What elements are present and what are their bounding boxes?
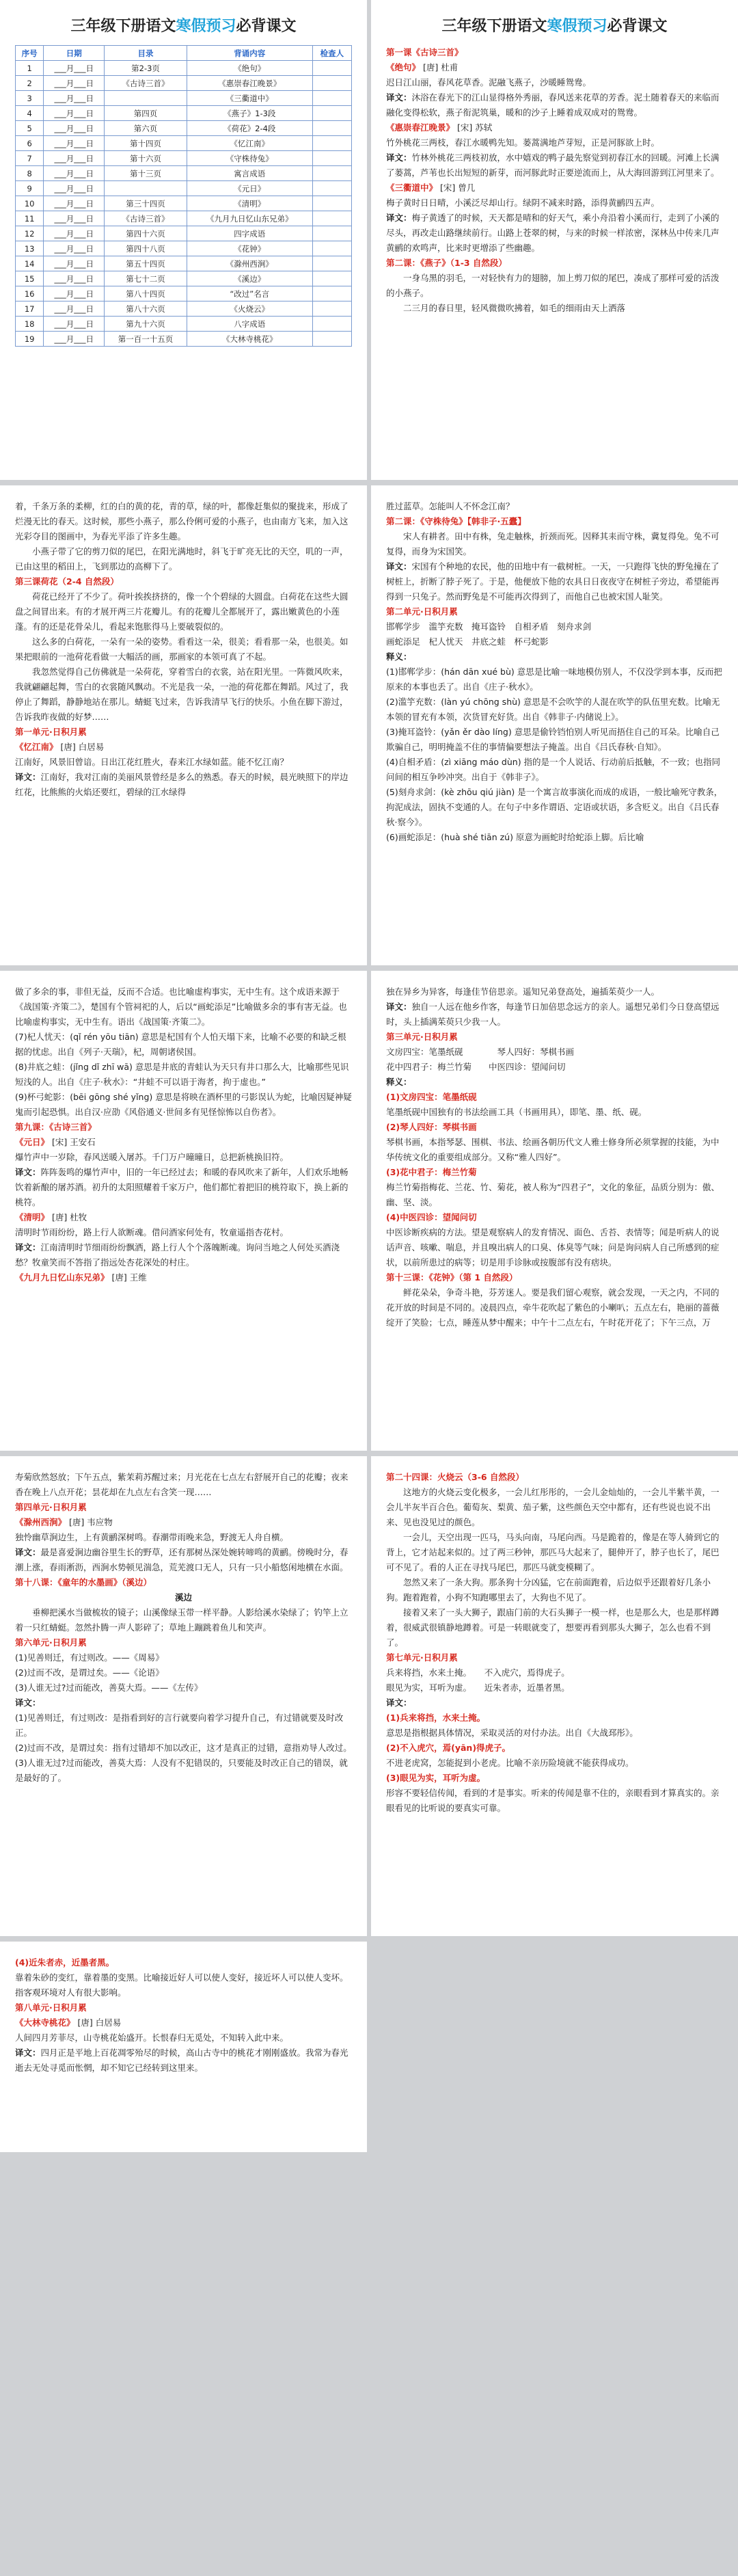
poem-title: 《绝句》	[386, 62, 421, 72]
empty-page-area	[371, 1942, 738, 2576]
explanation: (1)邯郸学步：(hán dān xué bù) 意思是比喻一味地模仿别人，不仅没学到本事，反而把原来的本事也丢了。出自《庄子·秋水》。	[386, 667, 722, 692]
table-cell: ___月___日	[44, 106, 105, 121]
schedule-table	[15, 45, 352, 347]
poem-author: [宋] 曾几	[440, 183, 476, 193]
table-cell[interactable]	[312, 121, 351, 136]
table-cell: 第四十六页	[105, 226, 187, 241]
table-cell: 15	[16, 271, 44, 286]
table-cell: 第七十二页	[105, 271, 187, 286]
table-cell: 《滁州西涧》	[187, 256, 312, 271]
table-cell: 《荷花》2-4段	[187, 121, 312, 136]
poem-author: [唐] 杜牧	[52, 1212, 87, 1222]
table-cell: ___月___日	[44, 61, 105, 76]
table-cell: ___月___日	[44, 317, 105, 332]
translation: 江南好，我对江南的美丽风景曾经是多么的熟悉。春天的时候，晨光映照下的岸边红花，比熊熊的火焰还要红，碧绿的江水绿得	[15, 772, 348, 797]
translation-label: 译文：	[386, 1002, 412, 1012]
table-row	[16, 121, 352, 136]
saying-heading: (4)近朱者赤，近墨者黑。	[15, 1957, 115, 1968]
table-cell[interactable]	[312, 317, 351, 332]
column-header: 背诵内容	[187, 46, 312, 61]
poem-title: 《大林寺桃花》	[15, 2017, 75, 2028]
explanation: 做了多余的事，非但无益，反而不合适。也比喻虚构事实，无中生有。这个成语来源于《战国策·齐策二》，楚国有个管祠祀的人，后以“画蛇添足”比喻做多余的事有害无益。也比喻虚构事实，无中生有。语出《战国策·齐策二》。	[15, 987, 347, 1027]
explain-heading: (4)中医四诊：望闻问切	[386, 1212, 477, 1222]
table-cell: 《火烧云》	[187, 301, 312, 317]
table-cell: ___月___日	[44, 256, 105, 271]
translation: 靠着朱砂的变红，靠着墨的变黑。比喻接近好人可以使人变好，接近坏人可以使人变坏。指客观环境对人有很大影响。	[15, 1972, 348, 1998]
table-cell[interactable]	[312, 286, 351, 301]
page-3	[0, 485, 367, 965]
table-row	[16, 76, 352, 91]
table-cell: 《清明》	[187, 196, 312, 211]
table-cell: 第十六页	[105, 151, 187, 166]
poem-title: 《清明》	[15, 1212, 50, 1222]
paragraph: 荷花已经开了不少了。荷叶挨挨挤挤的，像一个个碧绿的大圆盘。白荷花在这些大圆盘之间冒出来。有的才展开两三片花瓣儿。有的花瓣儿全都展开了，露出嫩黄色的小莲蓬。有的还是花骨朵儿，看起来饱胀得马上要破裂似的。	[15, 591, 348, 632]
column-header: 检查人	[312, 46, 351, 61]
page-8	[371, 1456, 738, 1936]
idioms-line: 邯郸学步 滥竽充数 掩耳盗铃 自相矛盾 刻舟求剑	[386, 621, 592, 632]
explanation: 中医诊断疾病的方法。望是观察病人的发育情况、面色、舌苔、表情等；闻是听病人的说话声音、咳嗽、喘息，并且嗅出病人的口臭、体臭等气味；问是询问病人自己所感到的症状，以前所患过的病等；切是用手诊脉或按腹部有没有痞块。	[386, 1227, 720, 1267]
table-cell: 《绝句》	[187, 61, 312, 76]
table-cell[interactable]	[312, 271, 351, 286]
column-header: 序号	[16, 46, 44, 61]
table-cell: ___月___日	[44, 241, 105, 256]
paragraph: 小燕子带了它的剪刀似的尾巴，在阳光满地时，斜飞于旷亮无比的天空，叽的一声，已由这里的稻田上，飞到那边的高柳下了。	[15, 546, 348, 572]
table-cell: ___月___日	[44, 286, 105, 301]
table-cell: ___月___日	[44, 271, 105, 286]
lesson-heading: 第二课：《守株待兔》【韩非子·五蠹】	[386, 516, 526, 526]
table-cell: ___月___日	[44, 91, 105, 106]
table-row	[16, 106, 352, 121]
translation-label: 译文：	[15, 1698, 41, 1708]
lesson-heading: 第十八课：《童年的水墨画》（溪边）	[15, 1577, 152, 1587]
poem-lines: 垂柳把溪水当做梳妆的镜子；山溪像绿玉带一样平静。人影给溪水染绿了；钓竿上立着一只红蜻蜓。忽然扑腾一声人影碎了；草地上蹦跳着鱼儿和笑声。	[15, 1607, 348, 1633]
table-cell: 第四十八页	[105, 241, 187, 256]
translation: 阵阵轰鸣的爆竹声中，旧的一年已经过去；和暖的春风吹来了新年，人们欢乐地畅饮着新酿的屠苏酒。初升的太阳照耀着千家万户，他们都忙着把旧的桃符取下，换上新的桃符。	[15, 1167, 348, 1207]
table-cell[interactable]	[312, 301, 351, 317]
translation-label: 译文：	[386, 561, 412, 572]
table-header-row	[16, 46, 352, 61]
table-cell: 第2-3页	[105, 61, 187, 76]
table-cell: 5	[16, 121, 44, 136]
translation-label: 译文：	[386, 213, 412, 223]
poem-lines: 江南好，风景旧曾谙。日出江花红胜火，春来江水绿如蓝。能不忆江南？	[15, 757, 289, 767]
explanation: (8)井底之蛙：(jǐng dǐ zhī wā) 意思是井底的青蛙认为天只有井口那么大，比喻那些见识短浅的人。出自《庄子·秋水》：“井蛙不可以语于海者，拘于虚也。”	[15, 1062, 349, 1087]
unit-heading: 第三单元·日积月累	[386, 1032, 458, 1042]
lesson-heading: 第三课荷花（2-4 自然段）	[15, 576, 119, 587]
table-cell: ___月___日	[44, 121, 105, 136]
table-cell: 6	[16, 136, 44, 151]
table-cell: 2	[16, 76, 44, 91]
title-accent: 寒假预习	[176, 18, 236, 35]
table-cell[interactable]	[312, 332, 351, 347]
poem-author: [唐] 杜甫	[423, 62, 459, 72]
poem-title: 《惠崇春江晚景》	[386, 122, 455, 133]
unit-heading: 第八单元·日积月累	[15, 2002, 87, 2013]
poem-author: [唐] 白居易	[60, 742, 105, 752]
table-cell: 13	[16, 241, 44, 256]
table-cell[interactable]	[312, 91, 351, 106]
poem-subtitle: 溪边	[174, 1592, 192, 1602]
saying: (2)过而不改，是谓过矣。——《论语》	[15, 1667, 164, 1678]
explain-label: 释义：	[386, 1077, 412, 1087]
paragraph: 这地方的火烧云变化极多，一会儿红彤彤的，一会儿金灿灿的，一会儿半紫半黄，一会儿半灰半百合色。葡萄灰、梨黄、茄子紫，这些颜色天空中都有，还有些说也说不出来、见也没见过的颜色。	[386, 1487, 720, 1527]
table-row	[16, 151, 352, 166]
page-9	[0, 1942, 367, 2152]
table-cell: 第八十六页	[105, 301, 187, 317]
paragraph: 鲜花朵朵，争奇斗艳，芬芳迷人。要是我们留心观察，就会发现，一天之内，不同的花开放的时间是不同的。凌晨四点，牵牛花吹起了紫色的小喇叭；五点左右，艳丽的蔷薇绽开了笑脸；七点，睡莲从梦中醒来；中午十二点左右，午时花开花了；下午三点，万	[386, 1287, 720, 1328]
explain-heading: (1)文房四宝：笔墨纸砚	[386, 1092, 477, 1102]
table-cell: ___月___日	[44, 76, 105, 91]
poem-title: 《三衢道中》	[386, 183, 438, 193]
translation-label: 译文：	[386, 1698, 412, 1708]
table-cell: 第八十四页	[105, 286, 187, 301]
table-body	[16, 61, 352, 347]
translation: 竹林外桃花三两枝初放，水中嬉戏的鸭子最先察觉到初春江水的回暖。河滩上长满了蒌蒿，芦苇也长出短短的新芽，而河豚此时正要逆流而上，从大海回游到江河里来了。	[386, 152, 720, 178]
table-row	[16, 241, 352, 256]
translation: 意思是指根据具体情况，采取灵活的对付办法。出自《大战邳彤》。	[386, 1728, 638, 1738]
table-cell: 《守株待兔》	[187, 151, 312, 166]
poem-title: 《滁州西涧》	[15, 1517, 67, 1527]
table-cell: 4	[16, 106, 44, 121]
pairs-line: 文房四宝：笔墨纸砚 琴人四好：琴棋书画	[386, 1047, 575, 1057]
saying-heading: (3)眼见为实，耳听为虚。	[386, 1773, 486, 1783]
table-cell: 第五十四页	[105, 256, 187, 271]
table-cell: 第三十四页	[105, 196, 187, 211]
translation: 形容不要轻信传闻，看到的才是事实。听来的传闻是靠不住的，亲眼看到才算真实的。亲眼看见的比听说的要真实可靠。	[386, 1788, 720, 1813]
table-row	[16, 256, 352, 271]
table-cell[interactable]	[312, 211, 351, 226]
poem-lines: 迟日江山丽，春风花草香。泥融飞燕子，沙暖睡鸳鸯。	[386, 77, 592, 88]
table-cell: ___月___日	[44, 166, 105, 181]
table-row	[16, 286, 352, 301]
poem-author: [唐] 韦应物	[69, 1517, 113, 1527]
table-cell: 四字成语	[187, 226, 312, 241]
poem-author: [宋] 苏轼	[457, 122, 493, 133]
table-cell: 19	[16, 332, 44, 347]
translation-label: 译文：	[15, 2048, 41, 2058]
page-1	[0, 0, 367, 480]
table-cell: ___月___日	[44, 226, 105, 241]
table-cell: 11	[16, 211, 44, 226]
table-row	[16, 317, 352, 332]
table-cell: 8	[16, 166, 44, 181]
table-cell[interactable]	[312, 151, 351, 166]
saying: 兵来将挡，水来土掩。 不入虎穴，焉得虎子。	[386, 1667, 570, 1678]
table-cell[interactable]	[312, 61, 351, 76]
table-cell: 第十四页	[105, 136, 187, 151]
table-cell[interactable]	[312, 226, 351, 241]
table-cell: 寓言成语	[187, 166, 312, 181]
paragraph: 这么多的白荷花，一朵有一朵的姿势。看看这一朵，很美；看看那一朵，也很美。如果把眼前的一池荷花看做一大幅活的画，那画家的本领可真了不起。	[15, 636, 348, 662]
table-row	[16, 226, 352, 241]
translation: 独自一人远在他乡作客，每逢节日加倍思念远方的亲人。遥想兄弟们今日登高望远时，头上插满茱萸只少我一人。	[386, 1002, 720, 1027]
translation: 江南清明时节细雨纷纷飘洒，路上行人个个落魄断魂。询问当地之人何处买酒浇愁？牧童笑而不答指了指远处杏花深处的村庄。	[15, 1242, 340, 1267]
table-cell: 10	[16, 196, 44, 211]
table-cell: 1	[16, 61, 44, 76]
unit-heading: 第二单元·日积月累	[386, 606, 458, 617]
poem-author: [唐] 白居易	[77, 2017, 122, 2028]
table-cell: 《花钟》	[187, 241, 312, 256]
table-cell: 16	[16, 286, 44, 301]
poem-lines: 独在异乡为异客，每逢佳节倍思亲。遥知兄弟登高处，遍插茱萸少一人。	[386, 987, 660, 997]
column-header: 日期	[44, 46, 105, 61]
poem-lines: 人间四月芳菲尽，山寺桃花始盛开。长恨春归无觅处，不知转入此中来。	[15, 2032, 289, 2043]
paragraph: 接着又来了一头大狮子，跟庙门前的大石头狮子一模一样，也是那么大，也是那样蹲着，很威武很镇静地蹲着。可是一转眼就变了，想要再看到那头大狮子，怎么也看不到了。	[386, 1607, 720, 1648]
table-cell[interactable]	[312, 166, 351, 181]
translation: (1)见善则迁，有过则改：是指看到好的言行就要向着学习提升自己，有过错就要及时改正。	[15, 1713, 344, 1738]
table-cell: 第四页	[105, 106, 187, 121]
table-cell: 第一百一十五页	[105, 332, 187, 347]
poem-author: [唐] 王维	[111, 1272, 147, 1283]
poem-title: 《元日》	[15, 1137, 50, 1147]
explanation: (9)杯弓蛇影：(bēi gōng shé yǐng) 意思是将映在酒杯里的弓影误认为蛇，比喻因疑神疑鬼而引起恐惧。出自汉·应劭《风俗通义·世间多有见怪惊怖以自伤者》。	[15, 1092, 352, 1117]
translation: 宋国有个种地的农民，他的田地中有一截树桩。一天，一只跑得飞快的野兔撞在了树桩上，折断了脖子死了。于是，他便放下他的农具日日夜夜守在树桩子旁边，希望能再得到一只兔子。然而野兔是不可能再次得到了，而他自己也被宋国人耻笑。	[386, 561, 720, 602]
table-cell[interactable]	[312, 181, 351, 196]
table-cell: 《溪边》	[187, 271, 312, 286]
explanation: 笔墨纸砚中国独有的书法绘画工具（书画用具），即笔、墨、纸、砚。	[386, 1107, 647, 1117]
explanation: (3)掩耳盗铃：(yǎn ěr dào líng) 意思是偷铃铛怕别人听见而捂住自己的耳朵。比喻自己欺骗自己，明明掩盖不住的事情偏要想法子掩盖。出自《吕氏春秋·自知》。	[386, 727, 720, 752]
unit-heading: 第六单元·日积月累	[15, 1637, 87, 1648]
title-accent: 寒假预习	[547, 18, 607, 35]
title-tail: 必背课文	[236, 18, 297, 35]
title-plain: 三年级下册语文	[70, 18, 176, 35]
title-tail: 必背课文	[607, 18, 668, 35]
table-row	[16, 301, 352, 317]
table-cell: 18	[16, 317, 44, 332]
lesson-heading: 第九课：《古诗三首》	[15, 1122, 96, 1132]
table-cell: 3	[16, 91, 44, 106]
page-7	[0, 1456, 367, 1936]
saying-heading: (2)不入虎穴，焉(yān)得虎子。	[386, 1743, 511, 1753]
document-title	[386, 16, 723, 37]
unit-heading: 第七单元·日积月累	[386, 1652, 458, 1663]
unit-heading: 第一单元·日积月累	[15, 727, 87, 737]
explain-label: 释义：	[386, 652, 412, 662]
translation: 四月正是平地上百花凋零殆尽的时候，高山古寺中的桃花才刚刚盛放。我常为春光逝去无处寻觅而怅惘，却不知它已经转到这里来。	[15, 2048, 348, 2073]
translation: (3)人谁无过?过而能改，善莫大焉：人没有不犯错误的，只要能及时改正自己的错误，就是最好的了。	[15, 1758, 348, 1783]
unit-heading: 第四单元·日积月累	[15, 1502, 87, 1512]
table-row	[16, 196, 352, 211]
paragraph: 宋人有耕者。田中有株，兔走触株，折颈而死。因释其耒而守株，冀复得兔。兔不可复得，而身为宋国笑。	[386, 531, 720, 556]
table-cell[interactable]	[312, 256, 351, 271]
table-cell[interactable]	[312, 241, 351, 256]
translation-label: 译文：	[15, 1242, 41, 1252]
translation: 沐浴在春光下的江山显得格外秀丽，春风送来花草的芳香。泥土随着春天的来临而融化变得松软，燕子衔泥筑巢，暖和的沙子上睡着成双成对的鸳鸯。	[386, 92, 720, 118]
poem-lines: 梅子黄时日日晴，小溪泛尽却山行。绿阴不减来时路，添得黄鹂四五声。	[386, 198, 660, 208]
saying: (1)见善则迁，有过则改。——《周易》	[15, 1652, 164, 1663]
table-row	[16, 332, 352, 347]
table-cell[interactable]	[312, 106, 351, 121]
table-cell: ___月___日	[44, 301, 105, 317]
poem-title: 《九月九日忆山东兄弟》	[15, 1272, 109, 1283]
table-row	[16, 271, 352, 286]
table-cell[interactable]	[312, 196, 351, 211]
table-cell: 第九十六页	[105, 317, 187, 332]
page-2	[371, 0, 738, 480]
page-6	[371, 971, 738, 1451]
explanation: 梅兰竹菊指梅花、兰花、竹、菊花，被人称为“四君子”，文化的象征，品质分别为：傲、幽、坚、淡。	[386, 1182, 720, 1207]
paragraph: 胜过蓝草。怎能叫人不怀念江南？	[386, 501, 515, 511]
table-cell: 14	[16, 256, 44, 271]
table-cell: 《古诗三首》	[105, 76, 187, 91]
table-cell: 7	[16, 151, 44, 166]
poem-title: 《忆江南》	[15, 742, 58, 752]
saying-heading: (1)兵来将挡，水来土掩。	[386, 1713, 486, 1723]
paragraph: 我忽然觉得自己仿佛就是一朵荷花，穿着雪白的衣裳，站在阳光里。一阵微风吹来，我就翩翩起舞，雪白的衣裳随风飘动。不光是我一朵，一池的荷花都在舞蹈。风过了，我停止了舞蹈，静静地站在那儿。蜻蜓飞过来，告诉我清早飞行的快乐。小鱼在脚下游过，告诉我昨夜做的好梦……	[15, 667, 348, 722]
table-cell: ___月___日	[44, 196, 105, 211]
paragraph: 着，千条万条的柔柳，红的白的黄的花，青的草，绿的叶，都像赶集似的聚拢来，形成了烂漫无比的春天。这时候，那些小燕子，那么伶俐可爱的小燕子，也由南方飞来，加入这光彩夺目的图画中，为春光平添了许多生趣。	[15, 501, 348, 541]
saying: (3)人谁无过?过而能改，善莫大焉。——《左传》	[15, 1682, 203, 1693]
table-cell: ___月___日	[44, 332, 105, 347]
translation-label: 译文：	[15, 772, 41, 782]
table-cell: 第十三页	[105, 166, 187, 181]
explanation: 琴棋书画，本指琴瑟、围棋、书法、绘画各朝历代文人雅士修身所必须掌握的技能，为中华传统文化的重要组成部分。又称“雅人四好”。	[386, 1137, 720, 1162]
poem-lines: 清明时节雨纷纷，路上行人欲断魂。借问酒家何处有，牧童遥指杏花村。	[15, 1227, 289, 1237]
explanation: (5)刻舟求剑：(kè zhōu qiú jiàn) 是一个寓言故事演化而成的成语，一般比喻死守教条，拘泥成法，固执不变通的人。在句子中多作谓语、定语或状语，多含贬义。出自《吕氏春秋·察今》。	[386, 787, 723, 827]
table-cell[interactable]	[312, 76, 351, 91]
explain-heading: (3)花中君子：梅兰竹菊	[386, 1167, 477, 1177]
table-cell: 《忆江南》	[187, 136, 312, 151]
lesson-heading: 第二十四课：火烧云（3-6 自然段）	[386, 1472, 524, 1482]
table-cell[interactable]	[312, 136, 351, 151]
table-cell: 《九月九日忆山东兄弟》	[187, 211, 312, 226]
pairs-line: 花中四君子：梅兰竹菊 中医四诊：望闻问切	[386, 1062, 566, 1072]
explanation: (4)自相矛盾：(zì xiāng máo dùn) 指的是一个人说话、行动前后抵触，不一致；也指同问间的相互争吵冲突。出自于《韩非子》。	[386, 757, 721, 782]
document-title	[15, 16, 352, 37]
table-cell: 《三衢道中》	[187, 91, 312, 106]
table-cell: 《大林寺桃花》	[187, 332, 312, 347]
explanation: (7)杞人忧天：(qǐ rén yōu tiān) 意思是杞国有个人怕天塌下来，比喻不必要的和缺乏根据的忧虑。出自《列子·天瑞》，杞，周朝诸侯国。	[15, 1032, 346, 1057]
table-cell: ___月___日	[44, 136, 105, 151]
lesson-heading: 第一课《古诗三首》	[386, 47, 463, 57]
idioms-line: 画蛇添足 杞人忧天 井底之蛙 杯弓蛇影	[386, 636, 549, 647]
explanation: (6)画蛇添足：(huà shé tiān zú) 原意为画蛇时给蛇添上脚。后比喻	[386, 832, 644, 842]
translation: 不进老虎窝，怎能捉到小老虎。比喻不亲历险境就不能获得成功。	[386, 1758, 634, 1768]
paragraph: 二三月的春日里，轻风微微吹拂着，如毛的细雨由天上洒落	[403, 303, 626, 313]
table-cell: 第六页	[105, 121, 187, 136]
translation-label: 译文：	[386, 92, 412, 103]
table-row	[16, 166, 352, 181]
column-header: 目录	[105, 46, 187, 61]
translation: 梅子黄透了的时候，天天都是晴和的好天气，乘小舟沿着小溪而行，走到了小溪的尽头，再改走山路继续前行。山路上苍翠的树，与来的时候一样浓密，深林丛中传来几声黄鹂的欢鸣声，比来时更增添了些幽趣。	[386, 213, 720, 253]
table-row	[16, 136, 352, 151]
table-cell: ___月___日	[44, 211, 105, 226]
table-cell: “改过”名言	[187, 286, 312, 301]
table-cell: 《古诗三首》	[105, 211, 187, 226]
paragraph: 忽然又来了一条大狗。那条狗十分凶猛，它在前面跑着，后边似乎还跟着好几条小狗。跑着跑着，小狗不知跑哪里去了，大狗也不见了。	[386, 1577, 711, 1602]
table-cell: 17	[16, 301, 44, 317]
table-cell: 12	[16, 226, 44, 241]
saying: 眼见为实，耳听为虚。 近朱者赤，近墨者黑。	[386, 1682, 570, 1693]
translation: 最是喜爱涧边幽谷里生长的野草，还有那树丛深处婉转啼鸣的黄鹂。傍晚时分，春潮上涨，春雨淅沥，西涧水势顿见湍急，荒芜渡口无人，只有一只小船悠闲地横在水面。	[15, 1547, 348, 1572]
table-row	[16, 181, 352, 196]
page-5	[0, 971, 367, 1451]
table-cell: 《惠崇春江晚景》	[187, 76, 312, 91]
table-row	[16, 211, 352, 226]
table-cell: 《燕子》1-3段	[187, 106, 312, 121]
table-row	[16, 91, 352, 106]
page-4	[371, 485, 738, 965]
poem-lines: 竹外桃花三两枝，春江水暖鸭先知。蒌蒿满地芦芽短，正是河豚欲上时。	[386, 137, 660, 148]
table-cell: ___月___日	[44, 181, 105, 196]
translation: (2)过而不改，是谓过矣：指有过错却不加以改正，这才是真正的过错，意指劝导人改过。	[15, 1743, 352, 1753]
table-cell	[105, 181, 187, 196]
table-cell: 9	[16, 181, 44, 196]
lesson-heading: 第十三课：《花钟》（第 1 自然段）	[386, 1272, 518, 1283]
table-cell	[105, 91, 187, 106]
title-plain: 三年级下册语文	[441, 18, 547, 35]
explain-heading: (2)琴人四好：琴棋书画	[386, 1122, 477, 1132]
explanation: (2)滥竽充数：(làn yú chōng shù) 意思是不会吹竽的人混在吹竽的队伍里充数。比喻无本领的冒充有本领，次货冒充好货。出自《韩非子·内储说上》。	[386, 697, 720, 722]
translation-label: 译文：	[15, 1167, 41, 1177]
table-cell: 八字成语	[187, 317, 312, 332]
paragraph: 寿菊欣然怒放；下午五点，紫茉莉苏醒过来；月光花在七点左右舒展开自己的花瓣；夜来香在晚上八点开花；昙花却在九点左右含笑一现……	[15, 1472, 348, 1497]
poem-lines: 爆竹声中一岁除，春风送暖入屠苏。千门万户曈曈日，总把新桃换旧符。	[15, 1152, 289, 1162]
table-cell: ___月___日	[44, 151, 105, 166]
translation-label: 译文：	[386, 152, 412, 163]
paragraph: 一会儿，天空出现一匹马，马头向南，马尾向西。马是跪着的，像是在等人骑到它的背上，它才站起来似的。过了两三秒钟，那匹马大起来了，腿伸开了，脖子也长了，尾巴可不见了。看的人正在寻找马尾巴，那匹马就变模糊了。	[386, 1532, 720, 1572]
translation-label: 译文：	[15, 1547, 41, 1557]
table-row	[16, 61, 352, 76]
table-cell: 《元日》	[187, 181, 312, 196]
lesson-heading: 第二课：《燕子》（1-3 自然段）	[386, 258, 507, 268]
poem-lines: 独怜幽草涧边生，上有黄鹂深树鸣。春潮带雨晚来急，野渡无人舟自横。	[15, 1532, 289, 1542]
poem-author: [宋] 王安石	[52, 1137, 96, 1147]
paragraph: 一身乌黑的羽毛，一对轻快有力的翅膀，加上剪刀似的尾巴，凑成了那样可爱的活泼的小燕子。	[386, 273, 720, 298]
